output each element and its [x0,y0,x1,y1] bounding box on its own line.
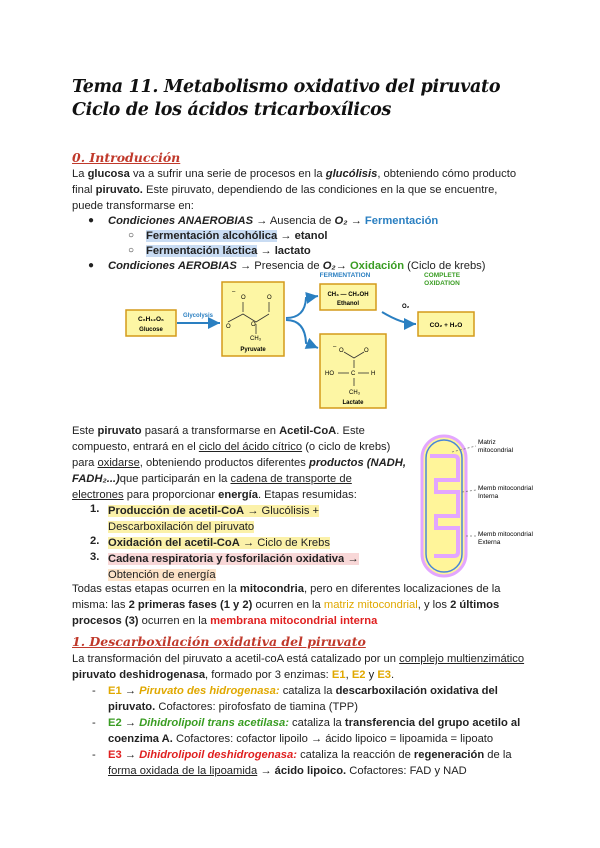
svg-text:O: O [226,324,231,330]
glycolysis-label: Glycolysis [182,313,214,319]
svg-text:O: O [241,295,246,301]
svg-text:–: – [333,344,337,350]
stage-3-cont: Obtención de energía [108,569,216,581]
o2-label: O₂ [402,304,410,310]
svg-text:CH₃ — CH₂OH: CH₃ — CH₂OH [327,292,369,298]
externa-label: Memb mitocondrial [478,531,533,538]
dash-bullet: - [92,749,96,761]
para2-line-3: para oxidarse, obteniendo productos diferentes productos (NADH, [72,457,406,469]
section-heading-introduccion: 0. Introducción [72,150,181,165]
section-heading-descarboxilacion: 1. Descarboxilación oxidativa del piruvato [72,634,366,649]
sub-fermentacion-lactica: Fermentación láctica → lactato [146,245,311,257]
interna-label: Memb mitocondrial [478,485,533,492]
enzyme-e1: E1 → Piruvato des hidrogenasa: cataliza la descarboxilación oxidativa del [108,685,498,697]
svg-text:HO: HO [325,371,334,377]
mitochondria-diagram [412,432,562,582]
enzyme-e2: E2 → Dihidrolipoil trans acetilasa: cataliza la transferencia del grupo acetilo al [108,717,521,729]
svg-text:H: H [371,371,376,377]
intro-line-2: final piruvato. Este piruvato, dependiendo de las condiciones en la que se encuentre, [72,184,498,196]
svg-text:Ethanol: Ethanol [337,301,359,307]
glucose-label: Glucose [139,327,163,333]
dash-bullet: - [92,685,96,697]
page-title: Tema 11. Metabolismo oxidativo del piruvato Ciclo de los ácidos tricarboxílicos [72,77,501,120]
to-lactate-arrow [286,320,318,348]
enzyme-e3: E3 → Dihidrolipoil deshidrogenasa: cataliza la reacción de regeneración de la [108,749,512,761]
stage-number: 2. [90,535,100,547]
para2-line-2: compuesto, entrará en el ciclo del ácido cítrico (o ciclo de krebs) [72,441,391,453]
stage-1-cont: Descarboxilación del piruvato [108,521,255,533]
pyruvate-label: Pyruvate [240,347,266,353]
enzyme-e2-cont: coenzima A. Cofactores: cofactor lipoilo → ácido lipoico = lipoamida = lipoato [108,733,494,745]
sec1-line-2: piruvato deshidrogenasa, formado por 3 enzimas: E1, E2 y E3. [72,669,395,681]
stage-2: Oxidación del acetil-CoA → Ciclo de Krebs [108,537,330,549]
svg-text:O: O [251,322,256,328]
bullet-circle: ○ [128,230,135,241]
svg-text:CH₃: CH₃ [250,336,262,342]
bullet-dot: ● [88,260,95,271]
svg-text:CH₃: CH₃ [349,390,361,396]
fermentation-label: FERMENTATION [319,272,371,279]
oxidation-label: OXIDATION [424,280,460,287]
stage-3: Cadena respiratoria y fosforilación oxidativa → [108,553,359,565]
sec1-line-1: La transformación del piruvato a acetil-coA está catalizado por un complejo multienzimático [72,653,525,665]
intro-line-1: La glucosa va a sufrir una serie de procesos en la glucólisis, obteniendo cómo producto [72,168,517,180]
svg-text:Interna: Interna [478,493,499,500]
svg-text:C: C [351,371,356,377]
para2-line-5: electrones para proporcionar energía. Etapas resumidas: [72,489,357,501]
para2-line-4: FADH₂...)que participarán en la cadena de transporte de [72,473,352,485]
intro-line-3: puede transformarse en: [72,200,194,212]
bullet-dot: ● [88,215,95,226]
matriz-label: Matriz [478,439,496,446]
dash-bullet: - [92,717,96,729]
bullet-circle: ○ [128,245,135,256]
enzyme-e3-cont: forma oxidada de la lipoamida → ácido lipoico. Cofactores: FAD y NAD [108,765,467,777]
stage-number: 3. [90,551,100,563]
stage-number: 1. [90,503,100,515]
svg-text:O: O [267,295,272,301]
svg-text:–: – [232,289,236,295]
svg-text:O: O [339,348,344,354]
bullet-aerobias: Condiciones AEROBIAS → Presencia de O₂→ Oxidación (Ciclo de krebs) [108,260,486,272]
para3-line-3: procesos (3) ocurren en la membrana mitocondrial interna [72,615,378,627]
svg-text:CO₂ + H₂O: CO₂ + H₂O [429,322,463,329]
para2-line-1: Este piruvato pasará a transformarse en Acetil-CoA. Este [72,425,365,437]
para3-line-1: Todas estas etapas ocurren en la mitocondria, pero en diferentes localizaciones de la [72,583,501,595]
complete-label: COMPLETE [423,272,461,279]
sub-fermentacion-alcoholica: Fermentación alcohólica → etanol [146,230,328,242]
to-ethanol-arrow [286,296,318,318]
svg-text:O: O [364,348,369,354]
glucose-formula: C₆H₁₂O₆ [138,316,164,323]
stage-1: Producción de acetil-CoA → Glucólisis + [108,505,320,517]
lactate-label: Lactate [342,400,364,406]
enzyme-e1-cont: piruvato. Cofactores: pirofosfato de tiamina (TPP) [108,701,358,713]
oxidation-arrow [382,312,416,324]
pyruvate-fate-diagram [120,268,500,413]
para3-line-2: misma: las 2 primeras fases (1 y 2) ocurren en la matriz mitocondrial, y los 2 últimos [72,599,500,611]
bullet-anaerobias: Condiciones ANAEROBIAS → Ausencia de O₂ → Fermentación [108,215,439,227]
svg-text:Externa: Externa [478,539,501,546]
svg-text:mitocondrial: mitocondrial [478,447,514,454]
